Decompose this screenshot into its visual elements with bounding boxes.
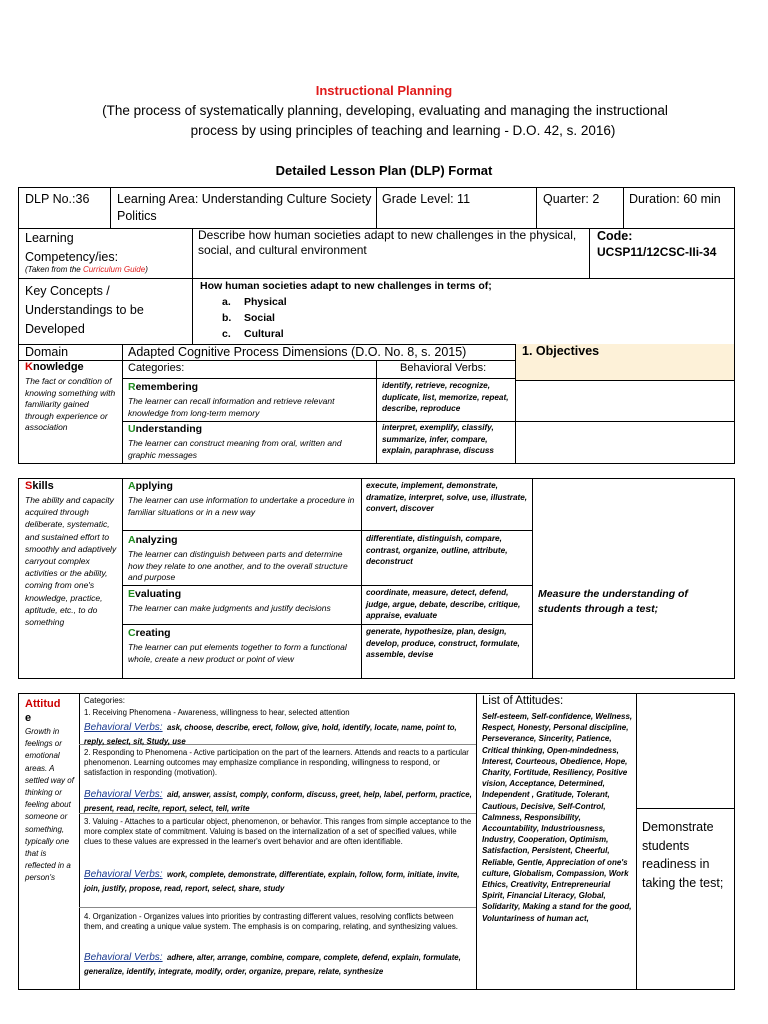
understanding-verbs: interpret, exemplify, classify, summarize, infer, compare, explain, paraphrase, discuss [382,423,494,455]
attitude-verbs-3: Behavioral Verbs: work, complete, demonstrate, differentiate, explain, follow, form, initiate, invite, join, justify, propose, read, report, select, share, study [84,869,460,893]
attitude-category-2: 2. Responding to Phenomena - Active participation on the part of the learners. Attends and reacts to a particular phenomenon. Learning outcomes may emphasize compliance in responding, willingness to respond, or satisfaction in responding (motivation). [84,748,469,778]
competency-note: (Taken from the Curriculum Guide) [25,265,148,274]
attitude-description: Growth in feelings or emotional areas. A settled way of thinking or feeling about someone or something, typically one that is reflected in a person's [25,727,74,883]
domain-label: Domain [25,345,69,359]
dlp-number: DLP No.:36 [25,192,90,206]
key-concepts-label: Key Concepts / Understandings to be Developed [25,284,144,336]
understanding-description: The learner can construct meaning from oral, written and graphic messages [128,438,342,460]
category-analyzing: Analyzing [128,534,178,546]
skills-heading: Skills [25,480,54,492]
dlp-format-title: Detailed Lesson Plan (DLP) Format [275,163,493,178]
categories-label: Categories: [128,362,185,374]
evaluating-verbs: coordinate, measure, detect, defend, judge, argue, debate, describe, critique, appraise, evaluate [366,588,521,620]
page-title: Instructional Planning [315,83,453,98]
knowledge-heading: Knowledge [25,361,84,373]
key-concepts-heading: How human societies adapt to new challenges in terms of; [200,280,492,292]
attitudes-list: Self-esteem, Self-confidence, Wellness, Respect, Honesty, Personal discipline, Perseverance, Sincerity, Patience, Critical thinking, Open-mindedness, Interest, Courteous, Obedience, Hope, Charity, Fortitude, Resiliency, Positive vision, Acceptance, Determined, Independent , Gratitude, Tolerant, Cautious, Decisive, Self-Control, Calmness, Responsibility, Accountability, Industriousness, Industry, Cooperation, Optimism, Satisfaction, Persistent, Cheerful, Reliable, Gentle, Appreciation of one's culture, Globalism, Compassion, Work Ethics, Creativity, Entrepreneurial Spirit, Financial Literacy, Global, Solidarity, Making a stand for the good, Voluntariness of human act, [482,712,633,923]
skills-objective: Measure the understanding of students through a test; [538,588,688,615]
category-applying: Applying [128,480,173,492]
attitude-objective: Demonstrate students readiness in taking the test; [642,820,724,890]
attitude-verbs-1: Behavioral Verbs: ask, choose, describe, erect, follow, give, hold, identify, locate, name, point to, reply, select, sit, Study, use [84,722,457,746]
attitude-categories-label: Categories: [84,696,125,705]
page-subtitle [80,101,690,141]
subtitle-line-1: (The process of systematically planning, developing, evaluating and managing the instructional [102,103,668,118]
quarter: Quarter: 2 [543,192,600,206]
competency-label: Learning Competency/ies: [25,231,119,264]
creating-verbs: generate, hypothesize, plan, design, develop, produce, construct, formulate, assemble, devise [366,627,520,659]
subtitle-line-2: process by using principles of teaching and learning - D.O. 42, s. 2016) [190,123,616,138]
attitude-category-1: 1. Receiving Phenomena - Awareness, willingness to hear, selected attention [84,708,350,717]
key-concept-item: c. Cultural [222,328,284,340]
key-concept-item: a. Physical [222,296,287,308]
category-creating: Creating [128,627,171,639]
key-concepts-list [222,294,287,342]
duration: Duration: 60 min [629,192,721,206]
creating-description: The learner can put elements together to form a functional whole, create a new product or point of view [128,642,347,664]
applying-description: The learner can use information to undertake a procedure in familiar situations or in a new way [128,495,355,517]
analyzing-verbs: differentiate, distinguish, compare, contrast, organize, outline, attribute, deconstruct [366,534,508,566]
analyzing-description: The learner can distinguish between parts and determine how they relate to one another, and to the overall structure and purpose [128,549,348,582]
learning-area: Learning Area: Understanding Culture Society Politics [117,192,372,223]
attitude-heading: Attitud e [25,698,61,724]
category-remembering: Remembering [128,381,199,393]
remembering-description: The learner can recall information and retrieve relevant knowledge from long-term memory [128,396,335,418]
attitude-category-4: 4. Organization - Organizes values into priorities by contrasting different values, resolving conflicts between them, and creating a unique value system. The emphasis is on comparing, relating, and synthesizing values. [84,912,458,932]
applying-verbs: execute, implement, demonstrate, dramatize, interpret, solve, use, illustrate, convert, discover [366,481,528,513]
remembering-verbs: identify, retrieve, recognize, duplicate, list, memorize, repeat, describe, reproduce [382,381,509,413]
grade-level: Grade Level: 11 [382,192,471,206]
behavioral-verbs-label: Behavioral Verbs: [400,362,487,374]
attitude-category-3: 3. Valuing - Attaches to a particular object, phenomenon, or behavior. This ranges from simple acceptance to the more complex state of commitment. Valuing is based on the internalization of a set of specified values, while clues to these values are expressed in the learner's overt behavior and are often identifiable. [84,817,472,847]
category-understanding: Understanding [128,423,203,435]
attitudes-list-title: List of Attitudes: [482,695,564,707]
objectives-label: 1. Objectives [522,344,600,358]
knowledge-description: The fact or condition of knowing something with familiarity gained through experience or association [25,376,116,432]
code-label: Code: [597,229,633,243]
attitude-verbs-2: Behavioral Verbs: aid, answer, assist, comply, conform, discuss, greet, help, label, perform, practice, present, read, recite, report, select, tell, write [84,789,472,813]
attitude-verbs-4: Behavioral Verbs: adhere, alter, arrange, combine, compare, complete, defend, explain, formulate, generalize, identify, integrate, modify, order, organize, prepare, relate, synthesize [84,952,461,976]
code-value: UCSP11/12CSC-IIi-34 [597,245,717,259]
category-evaluating: Evaluating [128,588,182,600]
key-concept-item: b. Social [222,312,275,324]
evaluating-description: The learner can make judgments and justify decisions [128,603,331,613]
competency-description: Describe how human societies adapt to new challenges in the physical, social, and cultural environment [198,228,577,257]
cognitive-dimensions-label: Adapted Cognitive Process Dimensions (D.O. No. 8, s. 2015) [128,345,467,359]
skills-description: The ability and capacity acquired through deliberate, systematic, and sustained effort to smoothly and adaptively carryout complex activities or the ability, coming from one's knowledge, practice, aptitude, etc., to do something [25,495,117,628]
